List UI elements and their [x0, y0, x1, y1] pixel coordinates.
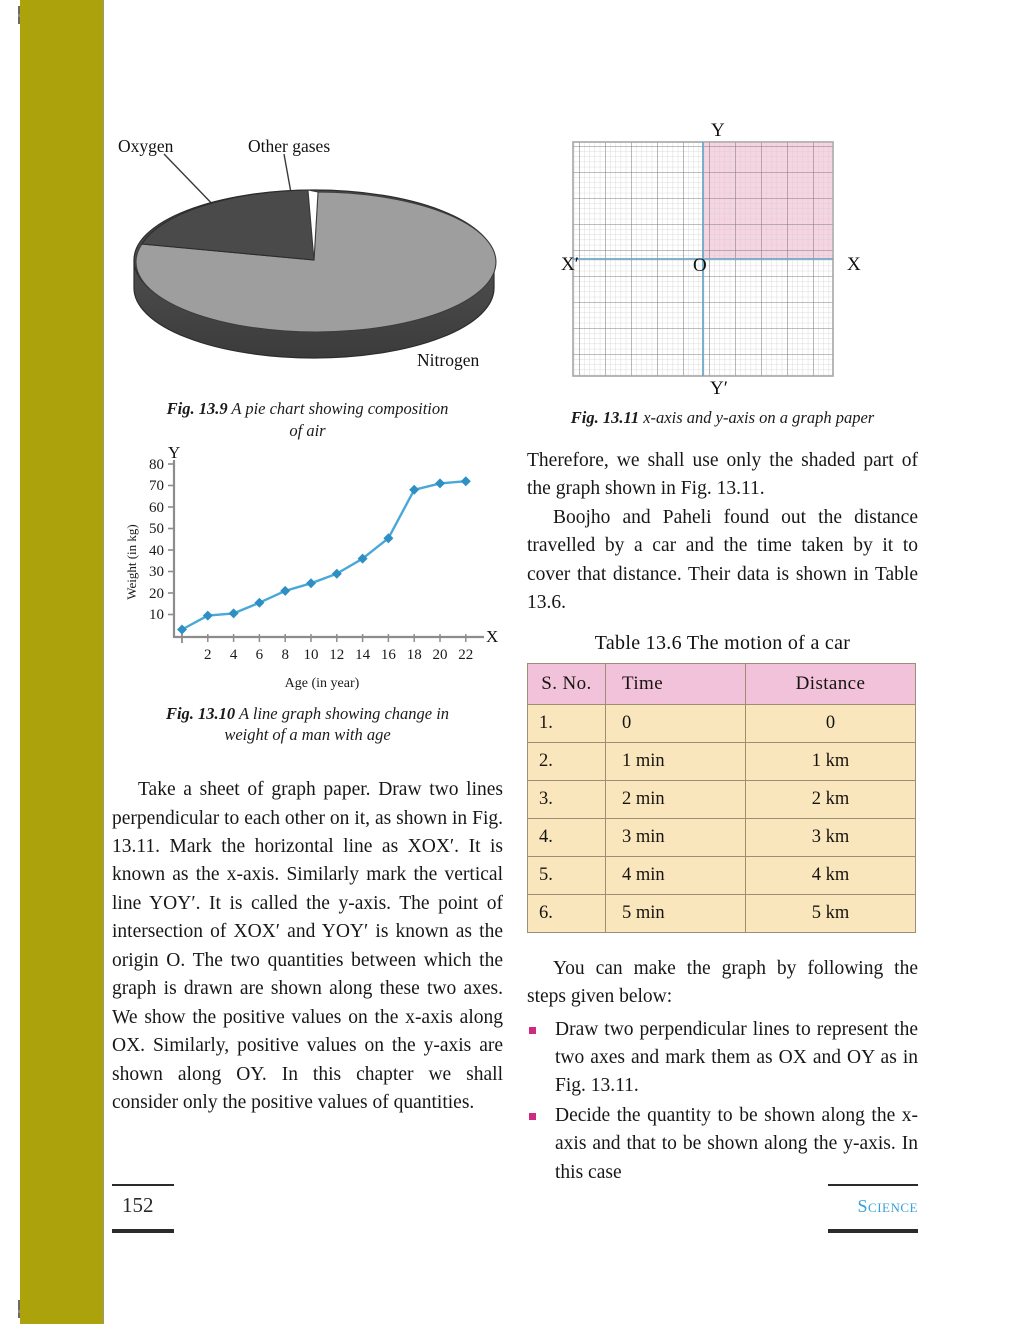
graph-paper-label-x: X [847, 254, 861, 275]
figure-13-11-caption-label: Fig. 13.11 [570, 408, 640, 427]
page-accent-bar-edge [103, 0, 104, 1324]
table-cell-sno: 1. [528, 704, 606, 742]
right-column [527, 120, 918, 1188]
footer-rule-right-bottom [828, 1229, 918, 1233]
svg-text:10: 10 [149, 606, 164, 623]
pie-label-nitrogen: Nitrogen [417, 350, 480, 370]
right-column-paragraph-2: Boojho and Paheli found out the distance travelled by a car and the time taken by it to cover that distance. Their data is shown in Table 13.6. [527, 506, 918, 614]
table-row [528, 780, 916, 818]
left-column [112, 120, 503, 1188]
steps-list [527, 1016, 918, 1188]
footer-rule-left-top [112, 1184, 174, 1186]
svg-text:Weight (in kg): Weight (in kg) [124, 523, 139, 600]
footer-rule-left-bottom [112, 1229, 174, 1233]
svg-text:8: 8 [281, 646, 289, 663]
graph-paper-label-y-prime: Y′ [710, 378, 728, 399]
graph-paper-label-x-prime: X′ [561, 254, 579, 275]
pie-label-other-gases: Other gases [248, 136, 331, 156]
svg-text:50: 50 [149, 520, 164, 537]
svg-text:14: 14 [355, 646, 371, 663]
svg-text:20: 20 [149, 585, 164, 602]
svg-text:60: 60 [149, 499, 164, 516]
table-cell-time: 1 min [606, 742, 746, 780]
svg-text:16: 16 [380, 646, 396, 663]
figure-13-9-pie-chart [112, 120, 503, 392]
figure-13-11-graph-paper [527, 120, 918, 405]
svg-text:10: 10 [303, 646, 319, 663]
svg-text:12: 12 [329, 646, 345, 663]
steps-list-item: Draw two perpendicular lines to represent the two axes and mark them as OX and OY as in Fig. 13.11. [527, 1016, 918, 1101]
table-header-row [528, 663, 916, 704]
table-cell-sno: 2. [528, 742, 606, 780]
table-cell-sno: 4. [528, 818, 606, 856]
figure-13-11-caption [527, 407, 918, 429]
page-content [112, 0, 918, 1324]
svg-text:Age (in year): Age (in year) [284, 675, 360, 691]
table-row [528, 856, 916, 894]
table-cell-time: 2 min [606, 780, 746, 818]
svg-text:6: 6 [255, 646, 264, 663]
svg-text:40: 40 [149, 542, 164, 559]
graph-paper-label-origin: O [693, 255, 707, 276]
figure-13-10-caption-label: Fig. 13.10 [165, 703, 236, 723]
svg-text:Y: Y [168, 442, 181, 462]
table-cell-distance: 0 [746, 704, 916, 742]
figure-13-10-caption [112, 703, 503, 747]
figure-13-9-caption-label: Fig. 13.9 [166, 399, 228, 418]
svg-text:2: 2 [204, 646, 212, 663]
table-row [528, 704, 916, 742]
table-13-6-title: Table 13.6 The motion of a car [594, 631, 851, 654]
table-cell-distance: 4 km [746, 856, 916, 894]
figure-13-11-caption-text: x-axis and y-axis on a graph paper [643, 408, 875, 427]
figure-13-10-line-graph [112, 442, 503, 697]
table-cell-distance: 3 km [746, 818, 916, 856]
table-body [528, 704, 916, 932]
table-cell-distance: 5 km [746, 894, 916, 932]
steps-list-item: Decide the quantity to be shown along the x-axis and that to be shown along the y-axis. In this case [527, 1102, 918, 1187]
footer-rule-right-top [828, 1184, 918, 1186]
pie-label-oxygen: Oxygen [118, 136, 174, 156]
table-13-6 [527, 663, 916, 933]
svg-text:30: 30 [149, 563, 164, 580]
figure-13-9-caption-text: A pie chart showing composition [231, 399, 449, 418]
svg-text:20: 20 [432, 646, 448, 663]
table-cell-sno: 5. [528, 856, 606, 894]
page-number: 152 [122, 1193, 154, 1217]
svg-text:18: 18 [406, 646, 422, 663]
page-accent-bar [20, 0, 103, 1324]
table-cell-time: 3 min [606, 818, 746, 856]
svg-text:4: 4 [229, 646, 238, 663]
right-column-paragraph-3: You can make the graph by following the steps given below: [527, 957, 918, 1008]
figure-13-10-caption-text: A line graph showing change in [238, 703, 450, 723]
table-cell-sno: 6. [528, 894, 606, 932]
left-column-paragraph-1: Take a sheet of graph paper. Draw two lines perpendicular to each other on it, as shown in Fig. 13.11. Mark the horizontal line as XOX′. It is known as the x-axis. Similarly mark the vertical line YOY′. It is called the y-axis. The point of intersection of XOX′ and YOY′ is known as the origin O. The two quantities between which the graph is drawn are shown along these two axes. We show the positive values on the x-axis along OX. Similarly, positive values on the y-axis are shown along OY. In this chapter we shall consider only the positive values of quantities. [112, 779, 503, 1114]
table-row [528, 742, 916, 780]
svg-text:70: 70 [149, 477, 164, 494]
table-header-sno: S. No. [528, 663, 606, 704]
table-header-time: Time [606, 663, 746, 704]
table-cell-distance: 2 km [746, 780, 916, 818]
table-cell-distance: 1 km [746, 742, 916, 780]
table-header-distance: Distance [746, 663, 916, 704]
svg-text:X: X [486, 626, 499, 646]
table-cell-time: 4 min [606, 856, 746, 894]
table-cell-time: 0 [606, 704, 746, 742]
right-column-paragraph-1: Therefore, we shall use only the shaded part of the graph shown in Fig. 13.11. [527, 449, 918, 500]
figure-13-10-caption-text2: weight of a man with age [224, 725, 391, 745]
figure-13-9-caption [112, 398, 503, 442]
page-footer [112, 1180, 918, 1250]
table-row [528, 894, 916, 932]
svg-text:22: 22 [458, 646, 474, 663]
figure-13-9-caption-text2: of air [289, 420, 326, 440]
table-cell-time: 5 min [606, 894, 746, 932]
table-row [528, 818, 916, 856]
table-header [528, 663, 916, 704]
subject-label: Science [857, 1196, 918, 1216]
graph-paper-label-y: Y [711, 120, 725, 141]
table-cell-sno: 3. [528, 780, 606, 818]
two-column-layout [112, 120, 918, 1188]
svg-text:80: 80 [149, 456, 164, 473]
line-graph-svg [112, 442, 503, 697]
